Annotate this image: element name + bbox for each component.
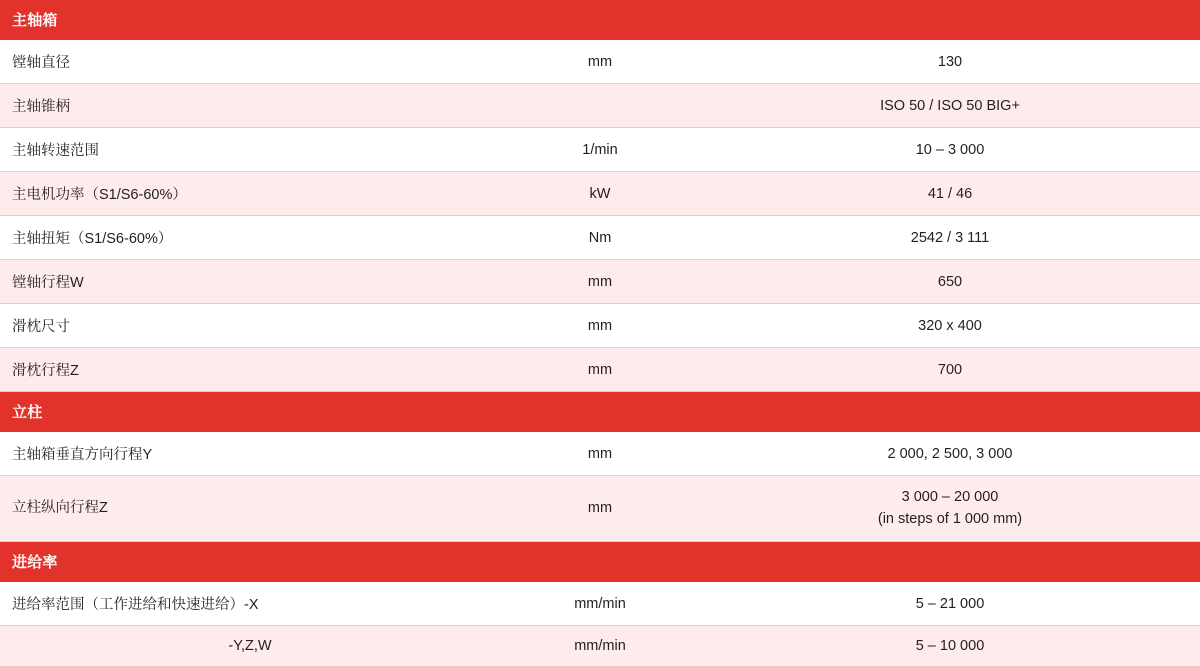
spec-value-primary: 10 – 3 000 — [915, 141, 985, 158]
spec-value-primary: 5 – 21 000 — [915, 595, 985, 612]
spec-value-secondary: (in steps of 1 000 mm) — [877, 510, 1023, 527]
table-row — [0, 172, 1200, 216]
spec-value — [700, 582, 1200, 626]
spec-unit: 1/min — [500, 128, 700, 172]
spec-value-primary: 2 000, 2 500, 3 000 — [887, 445, 1013, 462]
spec-label: 主轴锥柄 — [0, 84, 500, 128]
spec-value-primary: 5 – 10 000 — [915, 638, 985, 654]
spec-unit: mm — [500, 304, 700, 348]
spec-label: 主轴箱垂直方向行程Y — [0, 432, 500, 476]
section-title: 主轴箱 — [0, 0, 1200, 40]
spec-value-primary: 41 / 46 — [927, 185, 973, 202]
spec-label: 主轴转速范围 — [0, 128, 500, 172]
spec-unit: mm — [500, 348, 700, 392]
table-row — [0, 216, 1200, 260]
spec-value — [700, 304, 1200, 348]
spec-label: 立柱纵向行程Z — [0, 476, 500, 542]
spec-value — [700, 476, 1200, 542]
table-row — [0, 348, 1200, 392]
spec-value — [700, 172, 1200, 216]
table-row — [0, 476, 1200, 542]
spec-value-primary: 320 x 400 — [918, 317, 982, 334]
spec-value-primary: 2542 / 3 111 — [910, 229, 990, 246]
spec-value — [700, 626, 1200, 667]
table-row — [0, 84, 1200, 128]
spec-value — [700, 260, 1200, 304]
spec-value-primary: 3 000 – 20 000 — [901, 489, 999, 506]
spec-unit: Nm — [500, 216, 700, 260]
spec-unit: mm/min — [500, 626, 700, 667]
spec-label: 镗轴行程W — [0, 260, 500, 304]
spec-unit: kW — [500, 172, 700, 216]
spec-value — [700, 348, 1200, 392]
table-row — [0, 432, 1200, 476]
spec-value — [700, 432, 1200, 476]
spec-label: 主电机功率（S1/S6-60%） — [0, 172, 500, 216]
table-row — [0, 260, 1200, 304]
spec-value — [700, 216, 1200, 260]
spec-label: 进给率范围（工作进给和快速进给）-X — [0, 582, 500, 626]
spec-value-primary: 650 — [937, 273, 963, 290]
spec-unit: mm/min — [500, 582, 700, 626]
spec-label: -Y,Z,W — [0, 626, 500, 667]
spec-unit: mm — [500, 260, 700, 304]
spec-value-primary: 130 — [937, 53, 963, 70]
section-header-row — [0, 0, 1200, 40]
section-title: 进给率 — [0, 542, 1200, 583]
spec-value-primary: ISO 50 / ISO 50 BIG+ — [880, 97, 1020, 114]
spec-value — [700, 84, 1200, 128]
spec-unit — [500, 84, 700, 128]
spec-value — [700, 40, 1200, 84]
section-header-row — [0, 542, 1200, 583]
spec-label: 主轴扭矩（S1/S6-60%） — [0, 216, 500, 260]
table-row — [0, 582, 1200, 626]
spec-unit: mm — [500, 40, 700, 84]
spec-unit: mm — [500, 476, 700, 542]
spec-label: 镗轴直径 — [0, 40, 500, 84]
spec-unit: mm — [500, 432, 700, 476]
table-row — [0, 128, 1200, 172]
table-row — [0, 626, 1200, 667]
spec-value — [700, 128, 1200, 172]
table-row — [0, 40, 1200, 84]
spec-value-primary: 700 — [937, 361, 963, 378]
spec-label: 滑枕尺寸 — [0, 304, 500, 348]
section-header-row — [0, 392, 1200, 433]
section-title: 立柱 — [0, 392, 1200, 433]
table-row — [0, 304, 1200, 348]
spec-label: 滑枕行程Z — [0, 348, 500, 392]
